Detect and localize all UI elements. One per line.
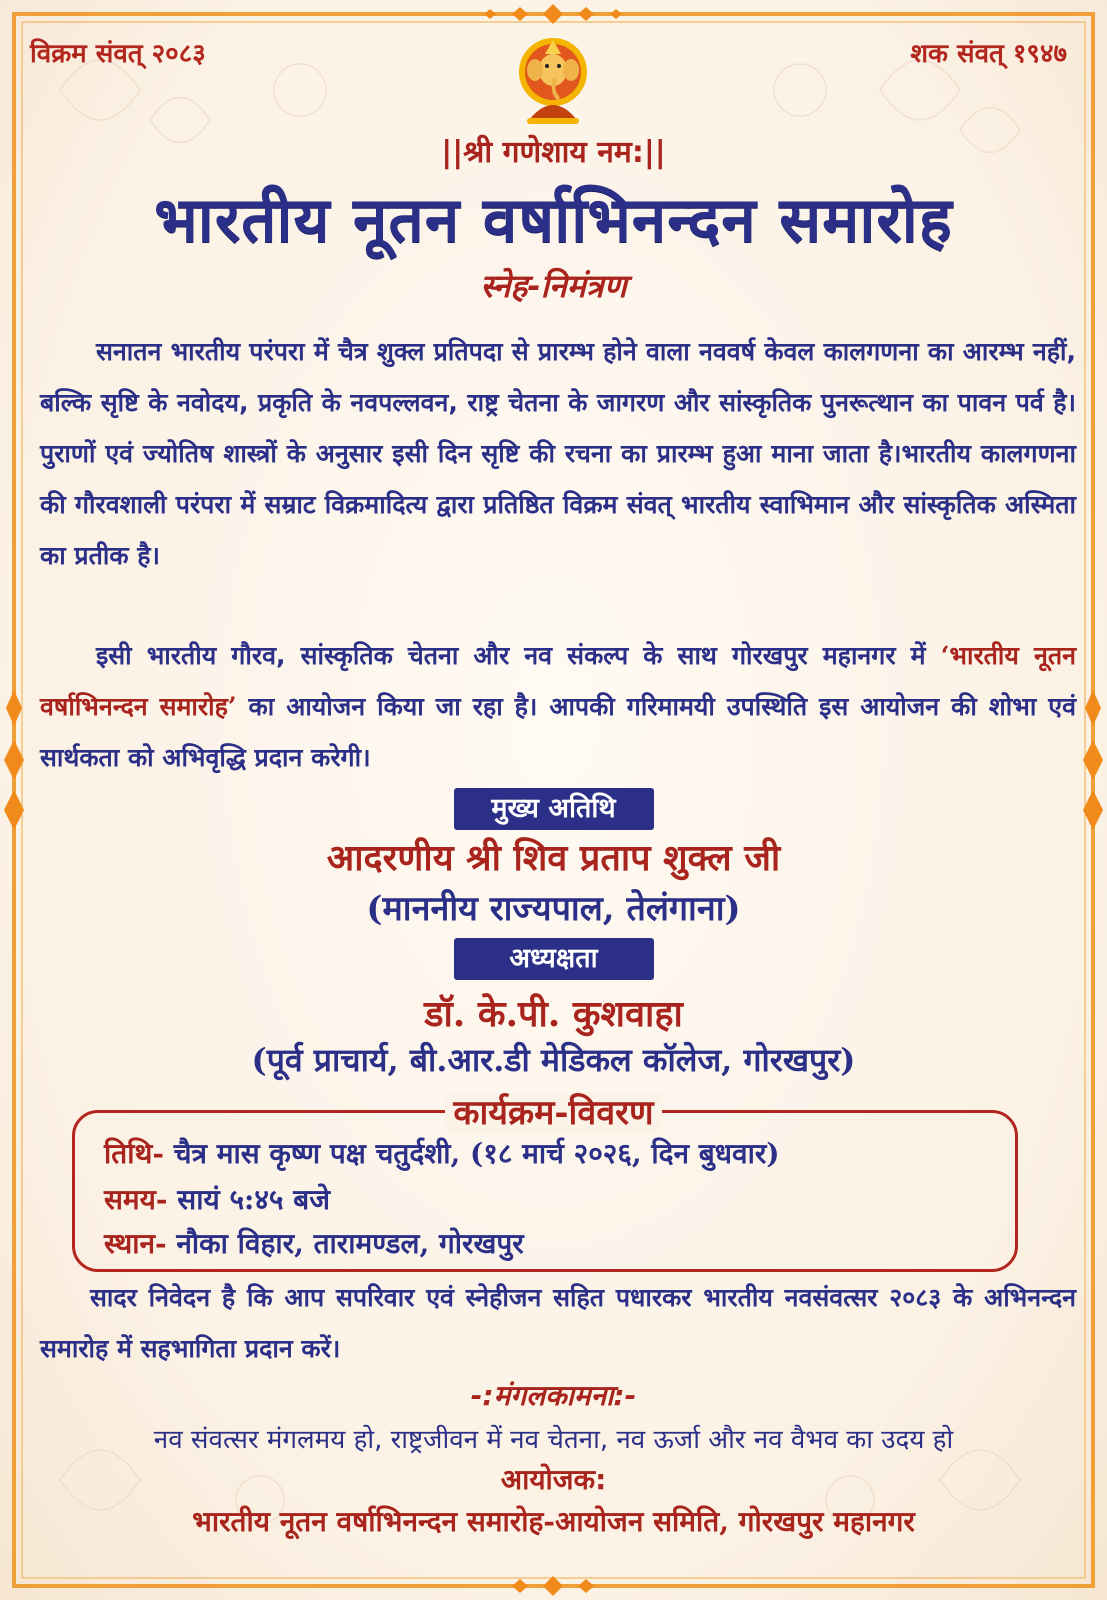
event-paragraph-start: इसी भारतीय गौरव, सांस्कृतिक चेतना और नव संकल्प के साथ गोरखपुर महानगर में bbox=[96, 641, 941, 670]
chair-role: (पूर्व प्राचार्य, बी.आर.डी मेडिकल कॉलेज, गोरखपुर) bbox=[251, 1041, 856, 1079]
page-title: भारतीय नूतन वर्षाभिनन्दन समारोह bbox=[154, 183, 953, 256]
programme-date bbox=[104, 1134, 780, 1172]
organizer-name: भारतीय नूतन वर्षाभिनन्दन समारोह-आयोजन समिति, गोरखपुर महानगर bbox=[192, 1505, 915, 1538]
subtitle: स्नेह-निमंत्रण bbox=[480, 267, 627, 305]
chief-guest-role: (माननीय राज्यपाल, तेलंगाना) bbox=[366, 889, 741, 929]
request-paragraph: सादर निवेदन है कि आप सपरिवार एवं स्नेहीजन सहित पधारकर भारतीय नवसंवत्सर २०८३ के अभिनन्दन समारोह में सहभागिता प्रदान करें। bbox=[40, 1283, 1076, 1363]
programme-title-text: कार्यक्रम-विवरण bbox=[445, 1093, 661, 1133]
vikram-samvat: विक्रम संवत् २०८३ bbox=[30, 39, 206, 69]
invocation-text: ||श्री गणेशाय नम:|| bbox=[441, 135, 666, 170]
venue-value: नौका विहार, तारामण्डल, गोरखपुर bbox=[166, 1227, 524, 1260]
programme-title bbox=[0, 1088, 1107, 1134]
chair-badge: अध्यक्षता bbox=[454, 938, 654, 980]
event-paragraph bbox=[40, 630, 1076, 783]
event-name-highlight: ‘भारतीय नूतन वर्षाभिनन्दन समारोह’ bbox=[40, 641, 1076, 721]
programme-time bbox=[104, 1180, 330, 1218]
event-paragraph-end: का आयोजन किया जा रहा है। आपकी गरिमामयी उपस्थिति इस आयोजन की शोभा एवं सार्थकता को अभिवृद्धि प्रदान करेगी। bbox=[40, 692, 1076, 772]
intro-paragraph: सनातन भारतीय परंपरा में चैत्र शुक्ल प्रतिपदा से प्रारम्भ होने वाला नववर्ष केवल कालगणना का आरम्भ नहीं, बल्कि सृष्टि के नवोदय, प्रकृति के नवपल्लवन, राष्ट्र चेतना के जागरण और सांस्कृतिक पुनरूत्थान का पावन पर्व है। पुराणों एवं ज्योतिष शास्त्रों के अनुसार इसी दिन सृष्टि की रचना का प्रारम्भ हुआ माना जाता है।भारतीय कालगणना की गौरवशाली परंपरा में सम्राट विक्रमादित्य द्वारा प्रतिष्ठित विक्रम संवत् भारतीय स्वाभिमान और सांस्कृतिक अस्मिता का प्रतीक है। bbox=[40, 337, 1076, 570]
chair-name: डॉ. के.पी. कुशवाहा bbox=[424, 993, 683, 1035]
ganesha-icon bbox=[513, 34, 593, 126]
chief-guest-badge: मुख्य अतिथि bbox=[454, 788, 654, 830]
blessing-text: नव संवत्सर मंगलमय हो, राष्ट्रजीवन में नव चेतना, नव ऊर्जा और नव वैभव का उदय हो bbox=[153, 1425, 954, 1455]
blessing-title: -:मंगलकामना:- bbox=[470, 1379, 637, 1412]
venue-label: स्थान- bbox=[104, 1227, 167, 1260]
time-label: समय- bbox=[104, 1183, 168, 1216]
date-label: तिथि- bbox=[104, 1137, 164, 1170]
programme-venue bbox=[104, 1224, 524, 1262]
shaka-samvat: शक संवत् १९४७ bbox=[910, 39, 1067, 69]
date-value: चैत्र मास कृष्ण पक्ष चतुर्दशी, (१८ मार्च २०२६, दिन बुधवार) bbox=[163, 1137, 780, 1170]
time-value: सायं ५:४५ बजे bbox=[167, 1183, 330, 1216]
organizer-title: आयोजक: bbox=[500, 1463, 607, 1496]
chief-guest-name: आदरणीय श्री शिव प्रताप शुक्ल जी bbox=[326, 837, 781, 879]
